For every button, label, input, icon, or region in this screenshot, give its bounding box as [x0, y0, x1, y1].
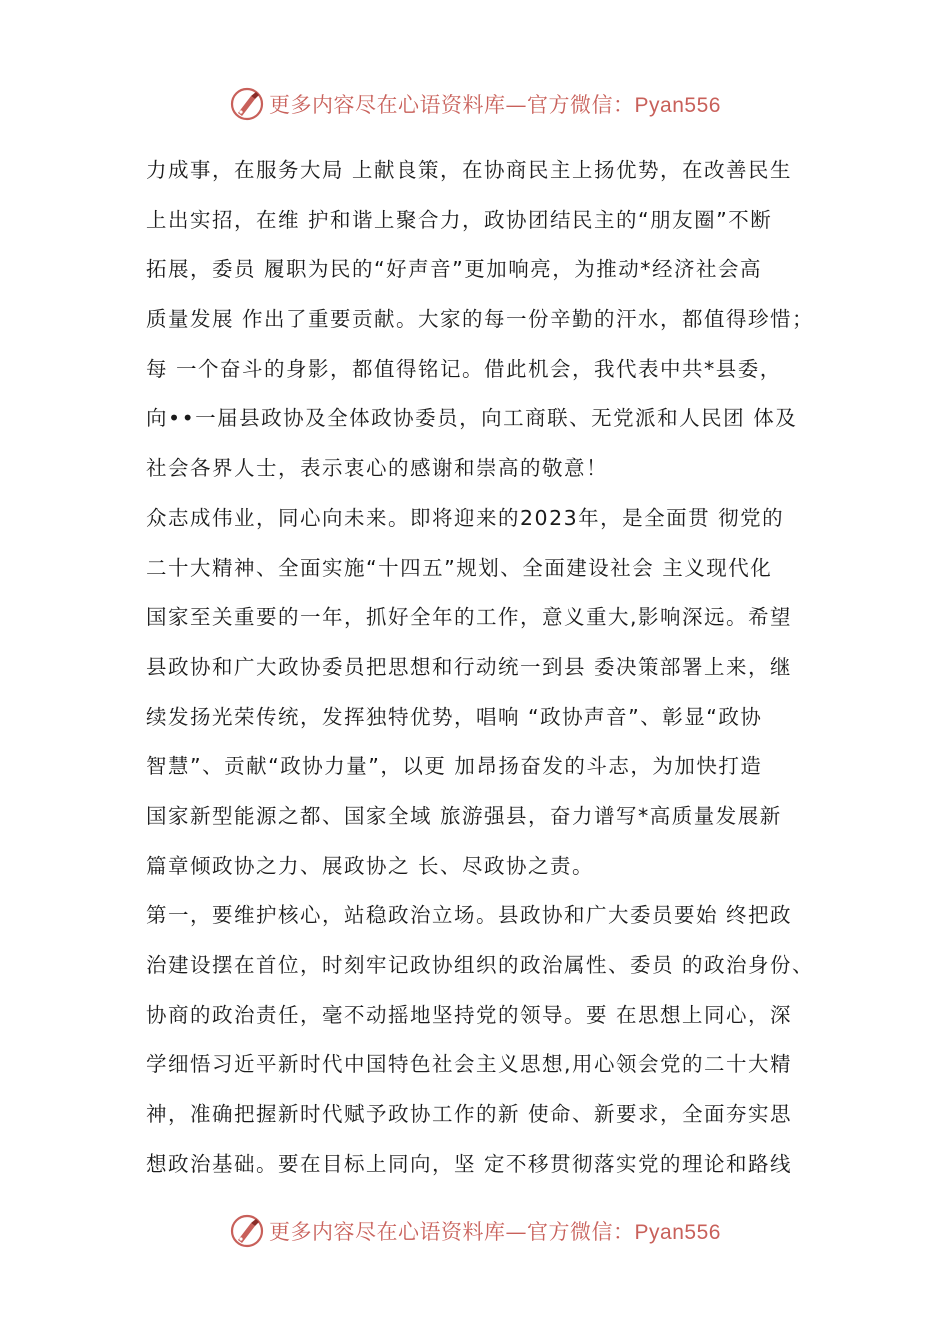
text-line: 拓展，委员 履职为民的“好声音”更加响亮，为推动*经济社会高	[146, 257, 763, 282]
banner-text: 更多内容尽在心语资料库—官方微信：Pyan556	[269, 93, 721, 117]
header-banner	[0, 82, 950, 126]
text-line: 社会各界人士，表示衷心的感谢和崇高的敬意！	[146, 456, 608, 481]
banner-text: 更多内容尽在心语资料库—官方微信：Pyan556	[269, 1220, 721, 1244]
text-line: 神，准确把握新时代赋予政协工作的新 使命、新要求，全面夯实思	[146, 1102, 793, 1127]
text-line: 上出实招，在维 护和谐上聚合力，政协团结民主的“朋友圈”不断	[146, 207, 773, 232]
text-line: 篇章倾政协之力、展政协之 长、尽政协之责。	[146, 853, 595, 878]
text-line: 续发扬光荣传统，发挥独特优势，唱响 “政协声音”、彰显“政协	[146, 704, 763, 729]
text-line: 县政协和广大政协委员把思想和行动统一到县 委决策部署上来，继	[146, 654, 793, 679]
text-line: 治建设摆在首位，时刻牢记政协组织的政治属性、委员 的政治身份、	[146, 953, 815, 977]
text-line: 向••一届县政协及全体政协委员，向工商联、无党派和人民团 体及	[146, 406, 798, 431]
text-line: 智慧”、贡献“政协力量”，以更 加昂扬奋发的斗志，为加快打造	[146, 754, 763, 779]
text-line: 国家新型能源之都、国家全域 旅游强县，奋力谱写*高质量发展新	[146, 803, 782, 828]
text-line: 第一，要维护核心，站稳政治立场。县政协和广大委员要始 终把政	[146, 903, 793, 928]
text-line: 想政治基础。要在目标上同向，坚 定不移贯彻落实党的理论和路线	[146, 1151, 793, 1176]
text-line: 众志成伟业，同心向未来。即将迎来的2023年，是全面贯 彻党的	[146, 505, 785, 530]
text-line: 二十大精神、全面实施“十四五”规划、全面建设社会 主义现代化	[146, 555, 773, 580]
text-line: 每 一个奋斗的身影，都值得铭记。借此机会，我代表中共*县委，	[146, 356, 782, 381]
text-line: 协商的政治责任，毫不动摇地坚持党的领导。要 在思想上同心，深	[146, 1002, 793, 1027]
text-line: 学细悟习近平新时代中国特色社会主义思想,用心领会党的二十大精	[146, 1052, 793, 1077]
document-body	[146, 146, 826, 1189]
pen-nib-circle-logo	[229, 1213, 265, 1249]
text-line: 力成事，在服务大局 上献良策，在协商民主上扬优势，在改善民生	[146, 158, 793, 182]
footer-banner	[0, 1209, 950, 1253]
text-line: 国家至关重要的一年，抓好全年的工作，意义重大,影响深远。希望	[146, 605, 793, 630]
text-line: 质量发展 作出了重要贡献。大家的每一份辛勤的汗水，都值得珍惜；	[146, 307, 815, 332]
pen-nib-circle-logo	[229, 86, 265, 122]
